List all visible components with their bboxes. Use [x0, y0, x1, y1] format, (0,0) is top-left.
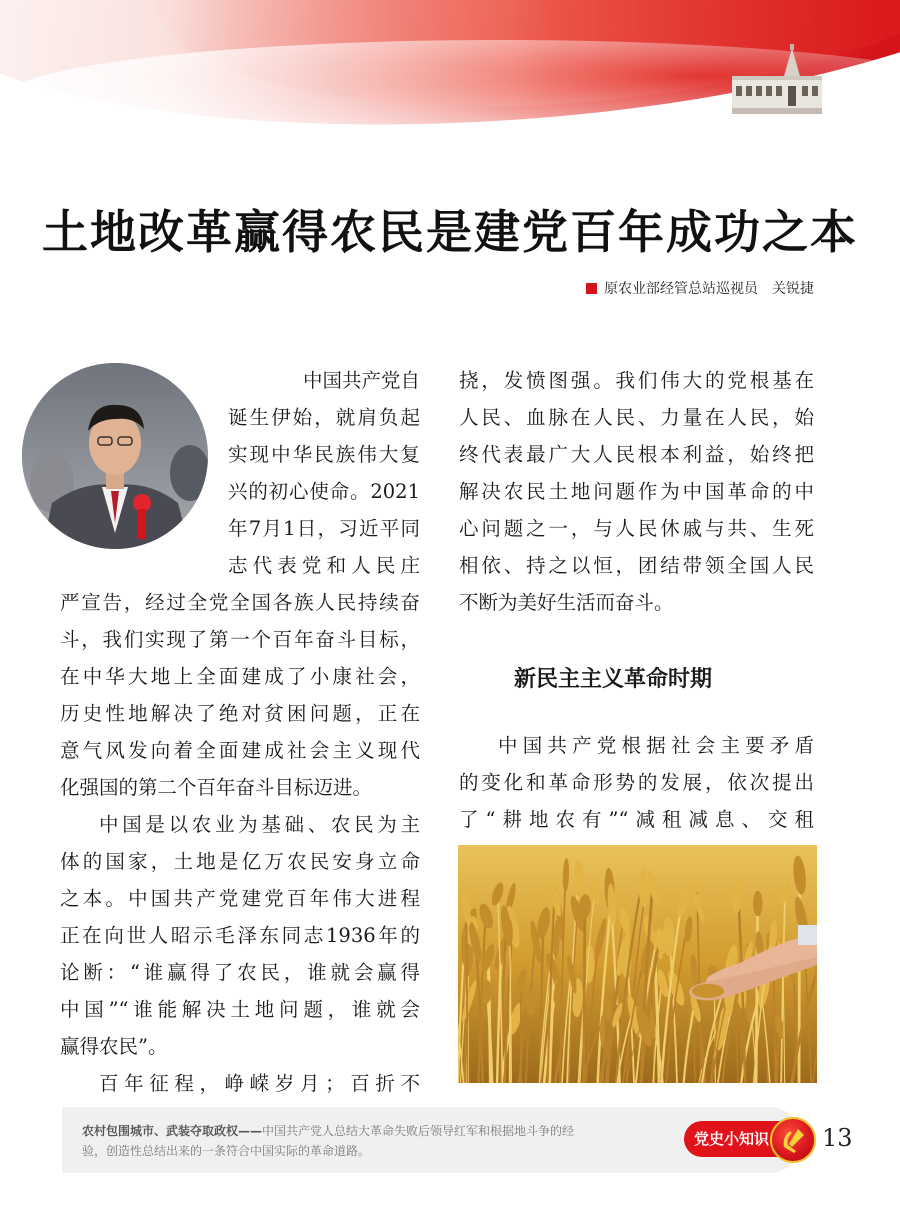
- text-line: 实现中华民族伟大复: [228, 443, 420, 466]
- text-line: 志代表党和人民庄: [228, 554, 420, 577]
- red-square-icon: [586, 283, 597, 294]
- text-line: 斗，我们实现了第一个百年奋斗目标，: [60, 628, 420, 651]
- text-line: 中国共产党自: [302, 369, 420, 392]
- text-line: 正在向世人昭示毛泽东同志1936年的: [60, 924, 420, 947]
- footer-term: 农村包围城市、武装夺取政权——: [82, 1124, 263, 1138]
- footer-definition-2: 验，创造性总结出来的一条符合中国实际的革命道路。: [82, 1144, 371, 1158]
- text-line: 严宣告，经过全党全国各族人民持续奋: [60, 591, 420, 614]
- header-banner: [0, 0, 900, 150]
- paragraph-century: [60, 1065, 420, 1102]
- text-line: 赢得农民”。: [60, 1035, 168, 1058]
- text-line: 之本。中国共产党建党百年伟大进程: [60, 887, 420, 910]
- text-line: 解决农民土地问题作为中国革命的中: [459, 480, 814, 503]
- text-line: 论断：“谁赢得了农民，谁就会赢得: [60, 961, 420, 984]
- section-heading: 新民主主义革命时期: [514, 667, 713, 692]
- page-number: 13: [822, 1124, 853, 1152]
- text-line: 人民、血脉在人民、力量在人民，始: [459, 406, 814, 429]
- text-line: 终代表最广大人民根本利益，始终把: [459, 443, 814, 466]
- historic-building-icon: [732, 40, 822, 120]
- text-line: 兴的初心使命。2021: [228, 480, 420, 503]
- text-line: 相依、持之以恒，团结带领全国人民: [459, 554, 814, 577]
- article-title: 土地改革赢得农民是建党百年成功之本: [42, 205, 858, 259]
- right-column: [459, 362, 814, 621]
- text-line: 诞生伊始，就肩负起: [228, 406, 420, 429]
- text-line: 年7月1日，习近平同: [228, 517, 420, 540]
- text-line: 意气风发向着全面建成社会主义现代: [60, 739, 420, 762]
- byline-role: 原农业部经管总站巡视员: [604, 281, 758, 297]
- footer-definition-1: 中国共产党人总结大革命失败后领导红军和根据地斗争的经: [262, 1124, 575, 1138]
- text-line: 心问题之一，与人民休戚与共、生死: [459, 517, 814, 540]
- text-line: 不断为美好生活而奋斗。: [459, 591, 674, 614]
- party-history-badge: 党史小知识: [684, 1121, 784, 1157]
- text-line: 中国”“谁能解决土地问题，谁就会: [60, 998, 420, 1021]
- rice-field-image: [458, 845, 817, 1083]
- footer-text: [82, 1121, 692, 1161]
- text-line: 挠，发愤图强。我们伟大的党根基在: [459, 369, 814, 392]
- byline: [586, 278, 814, 298]
- byline-author: 关锐捷: [772, 281, 814, 297]
- rice-field-photo: [458, 845, 817, 1083]
- right-column-section: [459, 727, 814, 838]
- text-line: 化强国的第二个百年奋斗目标迈进。: [60, 776, 373, 799]
- text-line: 中国共产党根据社会主要矛盾: [498, 734, 814, 757]
- paragraph-intro-wrapped: [228, 362, 420, 584]
- left-column: [60, 362, 420, 1102]
- text-line: 中国是以农业为基础、农民为主: [99, 813, 420, 836]
- paragraph-intro-continued: [60, 584, 420, 806]
- text-line: 了“耕地农有”“减租减息、交租: [459, 808, 814, 831]
- text-line: 百年征程，峥嵘岁月；百折不: [99, 1072, 420, 1095]
- text-line: 的变化和革命形势的发展，依次提出: [459, 771, 814, 794]
- text-line: 体的国家，土地是亿万农民安身立命: [60, 850, 420, 873]
- paragraph-agriculture: [60, 806, 420, 1065]
- party-emblem-icon: [770, 1117, 816, 1163]
- text-line: 在中华大地上全面建成了小康社会，: [60, 665, 420, 688]
- text-line: 历史性地解决了绝对贫困问题，正在: [60, 702, 420, 725]
